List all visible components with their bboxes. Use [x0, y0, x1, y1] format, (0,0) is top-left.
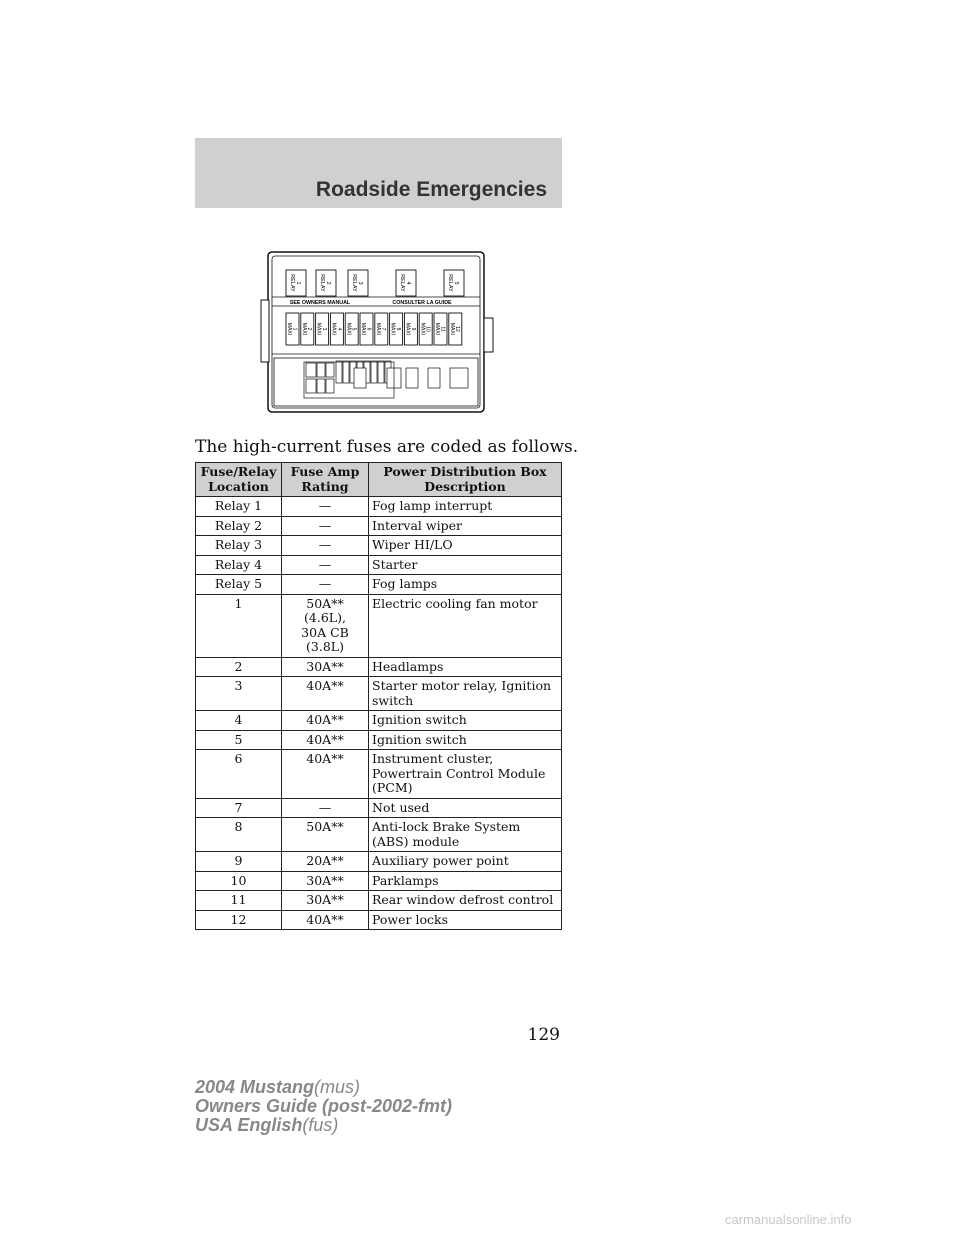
cell-location: 11	[196, 891, 282, 911]
maxi-slot-label: 3MAXI	[315, 322, 327, 336]
cell-rating: —	[282, 555, 369, 575]
cell-location: 10	[196, 871, 282, 891]
cell-location: 4	[196, 711, 282, 731]
cell-description: Fog lamps	[369, 575, 562, 595]
maxi-slot-label: 1MAXI	[286, 322, 298, 336]
cell-rating: 30A**	[282, 871, 369, 891]
table-row	[196, 677, 562, 711]
maxi-slot-label: 7MAXI	[374, 322, 387, 336]
table-row	[196, 536, 562, 556]
table-row	[196, 798, 562, 818]
cell-location: 5	[196, 730, 282, 750]
table-row	[196, 730, 562, 750]
cell-rating: 40A**	[282, 750, 369, 799]
col-header-location: Fuse/Relay Location	[196, 463, 282, 497]
table-row	[196, 871, 562, 891]
cell-description: Interval wiper	[369, 516, 562, 536]
col-header-description: Power Distribution Box Description	[369, 463, 562, 497]
cell-description: Auxiliary power point	[369, 852, 562, 872]
cell-rating: —	[282, 536, 369, 556]
relay-slot-label: 5RELAY	[447, 274, 459, 292]
cell-rating: 40A**	[282, 730, 369, 750]
cell-description: Parklamps	[369, 871, 562, 891]
cell-description: Rear window defrost control	[369, 891, 562, 911]
table-row	[196, 497, 562, 517]
cell-description: Headlamps	[369, 657, 562, 677]
cell-rating: —	[282, 497, 369, 517]
table-row	[196, 711, 562, 731]
table-row	[196, 657, 562, 677]
cell-rating: 50A** (4.6L), 30A CB (3.8L)	[282, 594, 369, 657]
fuse-table	[195, 462, 562, 930]
cell-location: 2	[196, 657, 282, 677]
cell-description: Electric cooling fan motor	[369, 594, 562, 657]
maxi-slot-label: 9MAXI	[404, 322, 416, 336]
maxi-slot-label: 2MAXI	[300, 322, 313, 336]
cell-rating: 30A**	[282, 891, 369, 911]
page-number: 129	[527, 1025, 560, 1045]
table-row	[196, 910, 562, 930]
watermark: carmanualsonline.info	[725, 1212, 852, 1227]
cell-rating: 40A**	[282, 711, 369, 731]
cell-description: Instrument cluster, Powertrain Control Module (PCM)	[369, 750, 562, 799]
maxi-slot-label: 11MAXI	[434, 322, 446, 336]
cell-description: Ignition switch	[369, 730, 562, 750]
cell-location: 6	[196, 750, 282, 799]
cell-location: 3	[196, 677, 282, 711]
footer-language: USA English	[195, 1115, 303, 1135]
cell-rating: 20A**	[282, 852, 369, 872]
cell-location: Relay 5	[196, 575, 282, 595]
maxi-slot-label: 12MAXI	[448, 322, 461, 336]
maxi-slot-label: 10MAXI	[419, 322, 431, 336]
cell-description: Starter motor relay, Ignition switch	[369, 677, 562, 711]
cell-description: Fog lamp interrupt	[369, 497, 562, 517]
maxi-slot-label: 5MAXI	[345, 322, 357, 336]
cell-location: Relay 1	[196, 497, 282, 517]
footer-guide: Owners Guide (post-2002-fmt)	[195, 1096, 453, 1116]
cell-location: 9	[196, 852, 282, 872]
cell-rating: 30A**	[282, 657, 369, 677]
table-row	[196, 575, 562, 595]
cell-location: 8	[196, 818, 282, 852]
footer-language-code: (fus)	[302, 1115, 339, 1135]
cell-location: 7	[196, 798, 282, 818]
relay-slot-label: 4RELAY	[399, 274, 411, 292]
cell-location: Relay 3	[196, 536, 282, 556]
maxi-slot-label: 8MAXI	[389, 322, 401, 336]
cell-rating: —	[282, 516, 369, 536]
maxi-slot-label: 4MAXI	[330, 322, 342, 336]
table-row	[196, 594, 562, 657]
intro-text: The high-current fuses are coded as follows.	[195, 437, 579, 457]
table-row	[196, 852, 562, 872]
cell-description: Ignition switch	[369, 711, 562, 731]
cell-description: Anti-lock Brake System (ABS) module	[369, 818, 562, 852]
cell-description: Starter	[369, 555, 562, 575]
col-header-rating: Fuse Amp Rating	[282, 463, 369, 497]
fuse-box-diagram	[258, 250, 496, 415]
cell-rating: 40A**	[282, 910, 369, 930]
footer	[195, 1078, 452, 1135]
table-row	[196, 891, 562, 911]
cell-location: Relay 2	[196, 516, 282, 536]
table-row	[196, 555, 562, 575]
cell-location: Relay 4	[196, 555, 282, 575]
table-row	[196, 818, 562, 852]
relay-slot-label: 2RELAY	[319, 274, 331, 292]
table-row	[196, 516, 562, 536]
cell-location: 12	[196, 910, 282, 930]
cell-description: Not used	[369, 798, 562, 818]
banner-right: CONSULTER LA GUIDE	[392, 300, 452, 306]
cell-rating: —	[282, 798, 369, 818]
footer-model-code: (mus)	[314, 1077, 361, 1097]
cell-description: Power locks	[369, 910, 562, 930]
page-title: Roadside Emergencies	[315, 178, 547, 201]
table-row	[196, 750, 562, 799]
cell-rating: —	[282, 575, 369, 595]
cell-location: 1	[196, 594, 282, 657]
relay-slot-label: 1RELAY	[289, 274, 301, 292]
banner-left: SEE OWNERS MANUAL	[289, 300, 351, 306]
cell-rating: 40A**	[282, 677, 369, 711]
cell-rating: 50A**	[282, 818, 369, 852]
footer-model: 2004 Mustang	[195, 1077, 315, 1097]
maxi-slot-label: 6MAXI	[360, 322, 372, 336]
cell-description: Wiper HI/LO	[369, 536, 562, 556]
relay-slot-label: 3RELAY	[351, 274, 363, 292]
